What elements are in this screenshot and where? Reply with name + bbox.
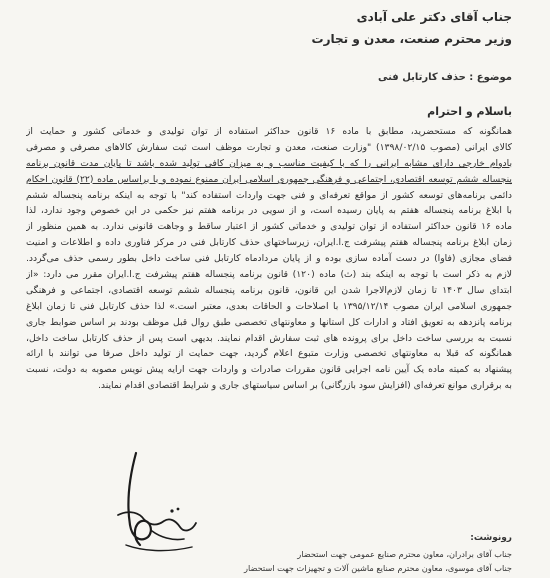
recipient-name: جناب آقای دکتر علی آبادی bbox=[356, 10, 512, 24]
body-line: دائمی برنامه‌های توسعه کشور از مواقع تعرفه‌ای و فنی جهت واردات استفاده کند" با توجه به اینکه برنامه پنجساله ششم bbox=[26, 189, 512, 201]
body-line: ماده ۱۶ قانون حداکثر استفاده از توان تولیدی و خدماتی کشور از اعتبار ساقط و وجاهت قانونی ندارد. به همین منظور از bbox=[26, 221, 512, 233]
body-line: برنامه پانزدهه به تعویق افتاد و ادارات کل استانها و معاونتهای تخصصی طبق روال قبل موظف بودند بر اساس ضوابط جاری bbox=[26, 316, 512, 328]
cc-line: جناب آقای برادران، معاون محترم صنایع عمومی جهت استحضار bbox=[297, 549, 512, 559]
body-line: جمهوری اسلامی ایران مصوب ۱۳۹۵/۱۲/۱۴ با اصلاحات و الحاقات بعدی، معتبر است.» لذا حذف کارتابل فنی تا زمان ابلاغ bbox=[26, 300, 512, 312]
subject-line: موضوع : حذف کارتابل فنی bbox=[377, 72, 512, 83]
body-line: همانگونه که مستحضرید، مطابق با ماده ۱۶ قانون حداکثر استفاده از توان تولیدی و خدماتی کشور و حمایت از bbox=[26, 126, 512, 137]
body-line: بادوام خارجی دارای مشابه ایرانی را که با کیفیت مناسب و به میزان کافی تولید شده باشد تا پایان مدت قانون برنامه bbox=[26, 157, 512, 169]
body-line: همانگونه که قبلا به معاونتهای تخصصی وزارت متبوع اعلام گردید، جهت حمایت از تولید داخل صرفا می توانند با ارائه bbox=[26, 348, 512, 360]
handwritten-signature bbox=[96, 445, 216, 565]
body-line: فضای مجازی (فاوا) در دست آماده سازی بوده و از پایان مردادماه کارتابل فنی ساخت داخل بطور رسمی حذف می‌گردد. bbox=[26, 253, 512, 265]
recipient-title: وزیر محترم صنعت، معدن و تجارت bbox=[311, 32, 512, 46]
body-line: زمان ابلاغ برنامه پنجساله هفتم پیشرفت ج.ا.ایران، زیرساختهای حذف کارتابل فنی در مرکز فناوری داده و اطلاعات و امنیت bbox=[26, 237, 512, 249]
cc-line: جناب آقای موسوی، معاون محترم صنایع ماشین آلات و تجهیزات جهت استحضار bbox=[244, 563, 512, 573]
body-line: پنجساله ششم توسعه اقتصادی، اجتماعی و فرهنگی جمهوری اسلامی ایران ممنوع نموده و با براساس ماده (۲۲) قانون احکام bbox=[26, 173, 512, 185]
greeting: باسلام و احترام bbox=[427, 105, 512, 118]
body-line: پیشنهاد به کمیته ماده یک آیین نامه اجرایی قانون مقررات صادرات و واردات جهت ارایه پیش نویس مصوبه به دولت، نسبت bbox=[26, 364, 512, 376]
body-line: نسبت به بررسی ساخت داخل برای پرونده های ثبت سفارش اقدام نمایند. بدیهی است پس از حذف کارتابل ساخت داخل، bbox=[26, 332, 512, 344]
body-line: ابتدای سال ۱۴۰۳ تا زمان لازم‌الاجرا شدن این قانون، قانون برنامه پنجساله ششم توسعه اقتصادی، اجتماعی و فرهنگی bbox=[26, 284, 512, 296]
letter-body bbox=[26, 124, 512, 394]
body-line: کالای ایرانی (مصوب ۱۳۹۸/۰۲/۱۵) "وزارت صنعت، معدن و تجارت موظف است ثبت سفارش کالاهای مصرفی و مصرفی bbox=[26, 141, 512, 153]
body-line: لازم به ذکر است با توجه به اینکه بند (ث) ماده (۱۲۰) قانون برنامه پنجساله هفتم پیشرفت ج.ا.ایران مقرر می دارد: «از bbox=[26, 269, 512, 281]
body-line: با ابلاغ برنامه پنجساله هفتم به پایان رسیده است، و از سویی در برنامه هفتم نیز حکمی در این خصوص وجود ندارد، لذا bbox=[26, 205, 512, 217]
body-line: به برقراری موانع تعرفه‌ای (افزایش سود بازرگانی) بر اساس سیاستهای جاری و شرایط اقتصادی اقدام نمایند. bbox=[97, 380, 512, 392]
cc-heading: رونوشت: bbox=[470, 533, 512, 543]
